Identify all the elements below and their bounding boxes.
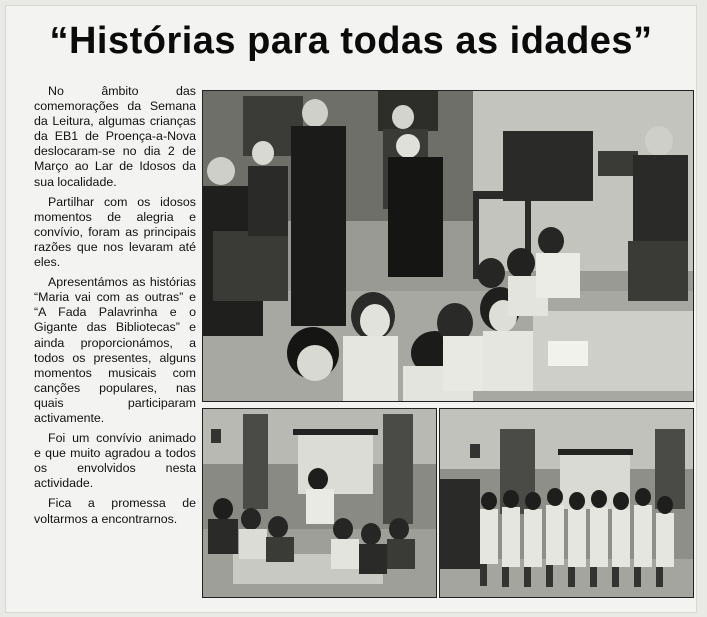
article-body bbox=[34, 84, 196, 532]
photo-children-singing-image bbox=[440, 409, 693, 597]
article-paragraph-3: Apresentámos as histórias “Maria vai com as outras” e “A Fada Palavrinha e o Gigante das Bibliotecas” e ainda proporcionámos, a todos os presentes, alguns momentos musicais com canções populares, nas quais participaram activamente. bbox=[34, 275, 196, 425]
photo-children-seated bbox=[202, 408, 437, 598]
newspaper-clipping bbox=[6, 6, 696, 612]
photo-children-singing bbox=[439, 408, 694, 598]
article-paragraph-2: Partilhar com os idosos momentos de alegria e convívio, foram as principais razões que nos levaram até eles. bbox=[34, 194, 196, 270]
article-paragraph-5: Fica a promessa de voltarmos a encontrarnos. bbox=[34, 496, 196, 526]
article-headline: “Histórias para todas as idades” bbox=[49, 20, 653, 62]
photo-storytelling-image bbox=[203, 91, 693, 401]
article-paragraph-4: Foi um convívio animado e que muito agradou a todos os envolvidos nesta actividade. bbox=[34, 431, 196, 491]
photo-children-seated-image bbox=[203, 409, 436, 597]
article-paragraph-1: No âmbito das comemorações da Semana da Leitura, algumas crianças da EB1 de Proença-a-Nova deslocaram-se no dia 2 de Março ao Lar de Idosos da sua localidade. bbox=[34, 84, 196, 189]
photo-storytelling-session bbox=[202, 90, 694, 402]
